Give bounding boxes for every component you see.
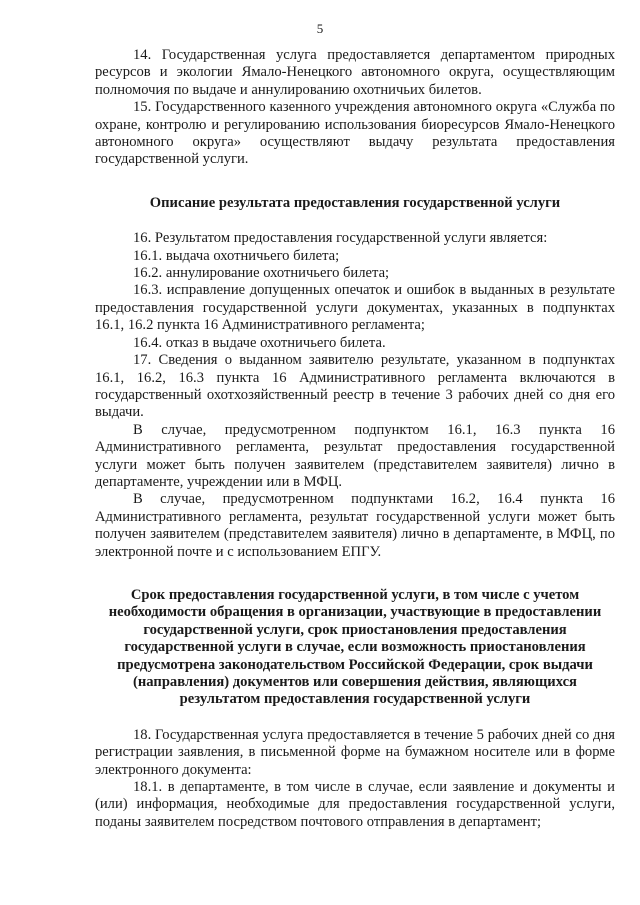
subparagraph-16-2: 16.2. аннулирование охотничьего билета; [133,265,390,282]
page-number: 5 [316,21,324,36]
heading-term-line: Срок предоставления государственной услуги, в том числе с учетом [130,586,580,603]
subparagraph-18-1: 18.1. в департаменте, в том числе в случае, если заявление и документы и (или) информация, необходимые для предоставления государственной услуги, поданы заявителем посредством почтового отправления в департамент; [95,779,615,830]
document-body [95,47,615,831]
paragraph-14: 14. Государственная услуга предоставляется департаментом природных ресурсов и экологии Ямало-Ненецкого автономного округа, осуществляющим полномочия по выдаче и аннулированию охотничьих билетов. [95,47,615,98]
subparagraph-16-1: 16.1. выдача охотничьего билета; [133,247,340,264]
paragraph-15: 15. Государственного казенного учреждения автономного округа «Служба по охране, контролю и регулированию использования биоресурсов Ямало-Ненецкого автономного округа» осуществляют выдачу результата предоставления государственной услуги. [95,99,615,168]
paragraph-18: 18. Государственная услуга предоставляется в течение 5 рабочих дней со дня регистрации заявления, в письменной форме на бумажном носителе или в форме электронного документа: [95,726,615,778]
heading-term-line: результатом предоставления государственной услуги [179,691,531,708]
paragraph-16: 16. Результатом предоставления государственной услуги является: [133,230,548,247]
heading-term-of-service [95,587,615,709]
heading-term-line: предусмотрена законодательством Российской Федерации, срок выдачи [117,656,593,673]
heading-result-description: Описание результата предоставления государственной услуги [149,194,561,211]
heading-term-line: государственной услуги, срок приостановления предоставления [143,621,567,638]
paragraph-17-case-2: В случае, предусмотренном подпунктами 16.2, 16.4 пункта 16 Административного регламента, результат государственной услуги может быть получен заявителем (представителем заявителя) лично в департаменте, в МФЦ, по электронной почте и с использованием ЕПГУ. [95,491,615,560]
paragraph-17-case-1: В случае, предусмотренном подпунктом 16.1, 16.3 пункта 16 Административного регламента, результат предоставления государственной услуги может быть получен заявителем (представителем заявителя) лично в департаменте, учреждении или в МФЦ. [95,421,615,490]
heading-term-line: (направления) документов или совершения действия, являющихся [133,674,577,690]
heading-term-line: необходимости обращения в организации, участвующие в предоставлении [108,604,602,621]
heading-term-line: государственной услуги в случае, если возможность приостановления [124,639,586,656]
paragraph-17: 17. Сведения о выданном заявителю результате, указанном в подпунктах 16.1, 16.2, 16.3 пункта 16 Административного регламента включаются в государственный охотхозяйственный реестр в течение 3 рабочих дней со дня его выдачи. [95,352,615,421]
subparagraph-16-4: 16.4. отказ в выдаче охотничьего билета. [133,334,386,351]
subparagraph-16-3: 16.3. исправление допущенных опечаток и ошибок в выданных в результате предоставления государственной услуги документах, указанных в подпунктах 16.1, 16.2 пункта 16 Административного регламента; [95,282,615,334]
